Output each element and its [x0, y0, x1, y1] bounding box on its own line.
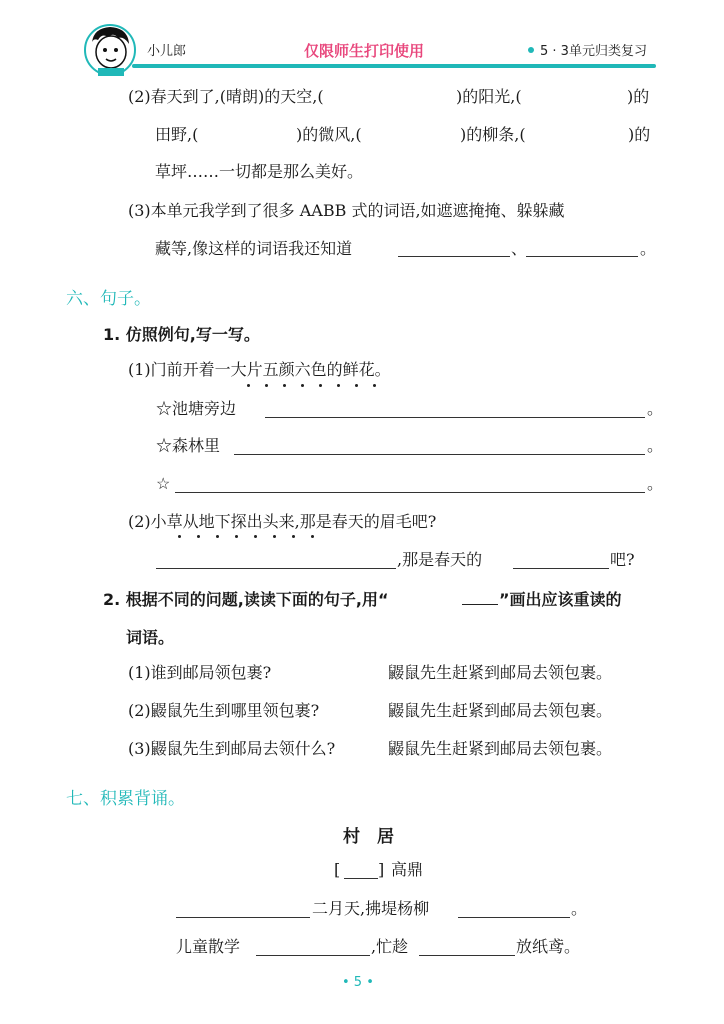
q2-line2-d: )的 [628, 125, 651, 144]
section6-title: 六、句子。 [66, 289, 151, 309]
q3-line1: (3)本单元我学到了很多 AABB 式的词语,如遮遮掩掩、躲躲藏 [128, 201, 565, 220]
q1-blank-pond[interactable] [265, 417, 645, 418]
q2-title-b: ”画出应该重读的 [499, 590, 622, 609]
poem-line1-end: 。 [571, 899, 588, 918]
q1-blank-2a[interactable] [156, 568, 396, 569]
brand-label: 小儿郎 [147, 44, 187, 59]
dynasty-bracket-close: ] [378, 860, 385, 879]
q2-line1-b: )的阳光,( [456, 87, 522, 106]
q2-line1-c: )的 [627, 87, 650, 106]
q2-title-line2: 词语。 [126, 628, 175, 647]
mascot-boy-icon [84, 22, 136, 78]
q2-line3: 草坪……一切都是那么美好。 [155, 162, 364, 181]
q3-line2: 藏等,像这样的词语我还知道 [155, 239, 353, 258]
q2-row-1-question: (1)谁到邮局领包裹? [128, 663, 272, 682]
q1-title: 1. 仿照例句,写一写。 [103, 325, 260, 344]
dynasty-blank[interactable] [344, 878, 378, 879]
q3-separator: 、 [511, 239, 528, 258]
q1-blank-forest[interactable] [234, 454, 645, 455]
q3-blank-2[interactable] [526, 256, 638, 257]
poem-line2-b: ,忙趁 [371, 937, 409, 956]
poem-blank-2[interactable] [458, 917, 570, 918]
poem-line2-c: 放纸鸢。 [516, 937, 581, 956]
header-center-title: 仅限师生打印使用 [304, 42, 425, 60]
q1-fill2-end: 吧? [610, 550, 635, 569]
q2-line2-b: )的微风,( [296, 125, 362, 144]
q1-blank-free[interactable] [175, 492, 645, 493]
q2-row-3-question: (3)鼹鼠先生到邮局去领什么? [128, 739, 336, 758]
q2-title-underline-sample [462, 604, 498, 605]
poem-author: 高鼎 [391, 860, 424, 879]
emphasis-dots-1 [241, 384, 391, 388]
page-number: • 5 • [342, 975, 374, 990]
dynasty-bracket-open: [ [334, 860, 341, 879]
q1-example: (1)门前开着一大片五颜六色的鲜花。 [128, 360, 391, 379]
header-dot-icon [528, 47, 534, 53]
poem-blank-1[interactable] [176, 917, 310, 918]
poem-title: 村 居 [343, 827, 394, 847]
q1-period-2: 。 [647, 436, 664, 455]
q3-end: 。 [640, 239, 657, 258]
q2-line1-a: (2)春天到了,(晴朗)的天空,( [128, 87, 324, 106]
q1-item-free: ☆ [156, 474, 171, 493]
poem-blank-3[interactable] [256, 955, 370, 956]
emphasis-dots-2 [172, 535, 322, 539]
q2-row-2-sentence[interactable]: 鼹鼠先生赶紧到邮局去领包裹。 [388, 701, 613, 720]
q1-fill2-mid: ,那是春天的 [397, 550, 483, 569]
q2-line2-c: )的柳条,( [460, 125, 526, 144]
q2-line2-a: 田野,( [155, 125, 199, 144]
q1-period-1: 。 [647, 399, 664, 418]
q1-example2: (2)小草从地下探出头来,那是春天的眉毛吧? [128, 512, 437, 531]
q2-row-1-sentence[interactable]: 鼹鼠先生赶紧到邮局去领包裹。 [388, 663, 613, 682]
q3-blank-1[interactable] [398, 256, 510, 257]
q2-row-2-question: (2)鼹鼠先生到哪里领包裹? [128, 701, 320, 720]
q1-period-3: 。 [647, 474, 664, 493]
section7-title: 七、积累背诵。 [66, 789, 185, 809]
q1-blank-2b[interactable] [513, 568, 609, 569]
header-rule [132, 64, 656, 68]
poem-blank-4[interactable] [419, 955, 515, 956]
q2-row-3-sentence[interactable]: 鼹鼠先生赶紧到邮局去领包裹。 [388, 739, 613, 758]
poem-line2-a: 儿童散学 [176, 937, 241, 956]
q1-item-pond: ☆池塘旁边 [156, 399, 237, 418]
q1-item-forest: ☆森林里 [156, 436, 221, 455]
q2-title-a: 2. 根据不同的问题,读读下面的句子,用“ [103, 590, 389, 609]
header-right-label: 5 · 3单元归类复习 [540, 44, 647, 59]
poem-line1-mid: 二月天,拂堤杨柳 [312, 899, 430, 918]
